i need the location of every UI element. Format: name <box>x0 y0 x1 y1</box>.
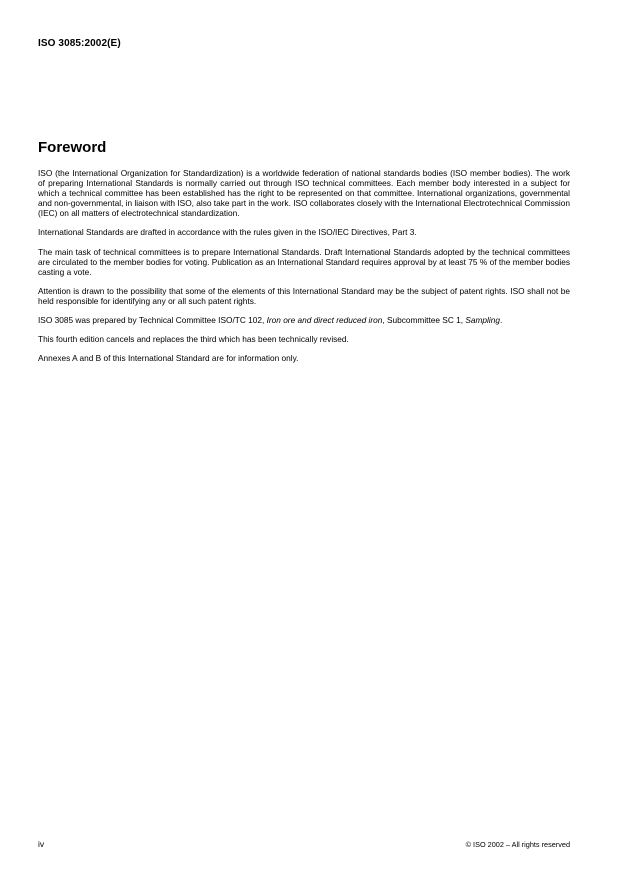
committee-title: Iron ore and direct reduced iron <box>266 315 383 326</box>
document-id-header: ISO 3085:2002(E) <box>38 38 121 49</box>
prepared-by-text-2: , Subcommittee SC 1, <box>382 315 466 326</box>
copyright-notice: © ISO 2002 – All rights reserved <box>465 840 570 849</box>
prepared-by-text-3: . <box>499 315 503 326</box>
paragraph-edition: This fourth edition cancels and replaces the third which has been technically revised. <box>38 334 349 345</box>
paragraph-annexes: Annexes A and B of this International Standard are for information only. <box>38 353 299 364</box>
foreword-body <box>38 168 570 372</box>
prepared-by-text-1: ISO 3085 was prepared by Technical Committee ISO/TC 102, <box>38 315 267 326</box>
subcommittee-title: Sampling <box>465 315 500 326</box>
paragraph-main-task: The main task of technical committees is to prepare International Standards. Draft International Standards adopted by the technical committees are circulated to the member bodies for voting. Publication as an International Standard requires approval by at least 75 % of the member bodies casting a vote. <box>38 246 570 277</box>
paragraph-patent-rights: Attention is drawn to the possibility that some of the elements of this International Standard may be the subject of patent rights. ISO shall not be held responsible for identifying any or all such patent rights. <box>38 285 570 306</box>
paragraph-prepared-by <box>38 315 570 325</box>
page-number: iv <box>38 839 45 849</box>
paragraph-iso-intro: ISO (the International Organization for Standardization) is a worldwide federation of national standards bodies (ISO member bodies). The work of preparing International Standards is normally carried out through ISO technical committees. Each member body interested in a subject for which a technical committee has been established has the right to be represented on that committee. International organizations, governmental and non-governmental, in liaison with ISO, also take part in the work. ISO collaborates closely with the International Electrotechnical Commission (IEC) on all matters of electrotechnical standardization. <box>38 168 570 219</box>
paragraph-directives: International Standards are drafted in accordance with the rules given in the ISO/IEC Directives, Part 3. <box>38 227 417 238</box>
foreword-title: Foreword <box>38 139 107 156</box>
